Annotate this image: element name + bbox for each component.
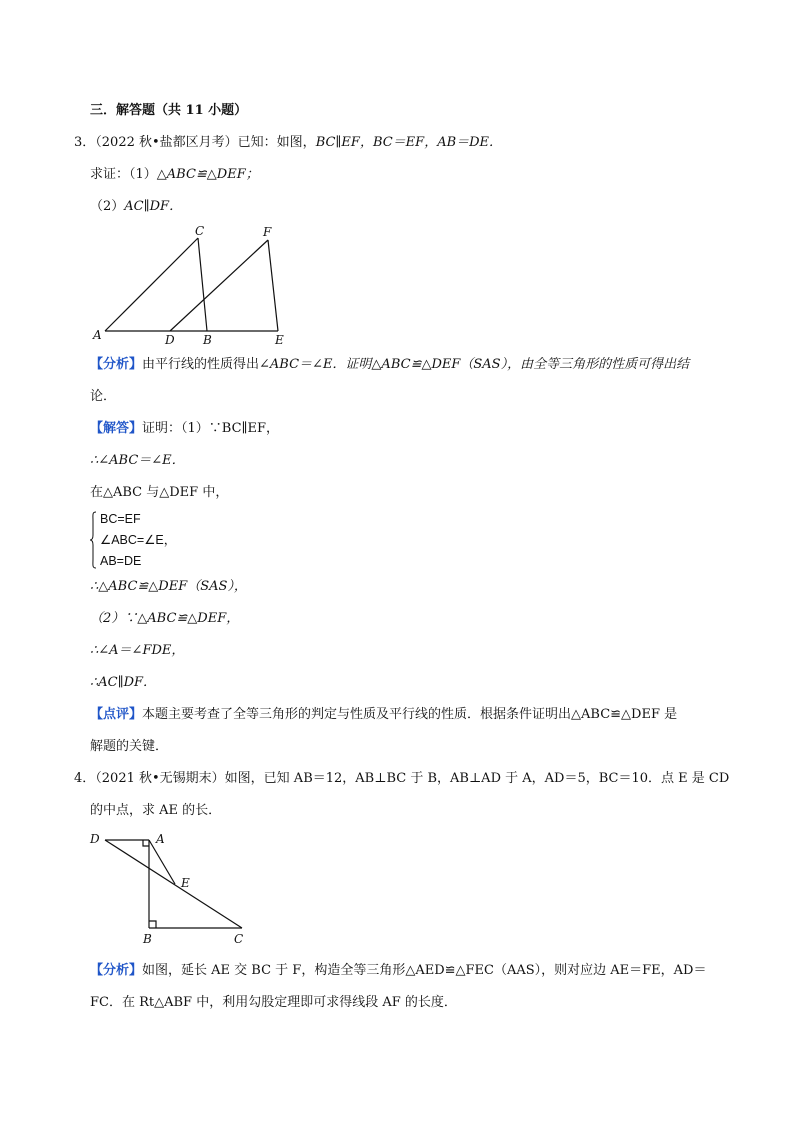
q3-stem-prefix: 已知：如图， [237,135,316,150]
q4-figure [85,828,255,950]
q4-analysis-text: 如图，延长 AE 交 BC 于 F，构造全等三角形△AED≌△FEC（AAS），则对应边 AE＝FE，AD＝ [142,963,707,978]
q3-solution-4: ∴△ABC≌△DEF（SAS）， [90,579,247,594]
q4-label-a: A [156,832,165,846]
q3-solution-7: ∴AC∥DF． [90,675,157,690]
q4-stem-text: 如图，已知 AB＝12，AB⊥BC 于 B，AB⊥AD 于 A，AD＝5，BC＝10．点 E 是 CD [224,771,730,786]
left-brace-icon [89,511,97,569]
q3-solution-5: （2）∵△ABC≌△DEF， [90,611,240,626]
q3-source: （2022 秋•盐都区月考） [95,135,238,150]
q3-segment-df [170,240,268,331]
q3-system-line-3: AB=DE [100,554,142,568]
q4-analysis-1 [90,962,706,980]
q3-analysis-1 [90,356,689,374]
q3-prove-label: 求证：（1） [90,167,157,182]
q3-prove2: AC∥DF． [124,199,183,214]
q4-stem-1 [74,770,729,788]
q3-label-b: B [203,333,212,347]
q3-solution-3: 在△ABC 与△DEF 中， [90,485,229,500]
q4-label-c: C [234,932,244,946]
q4-number: 4． [74,771,96,786]
q3-prove-2 [90,198,182,216]
q3-label-e: E [275,333,284,347]
q3-solution-1 [90,420,279,438]
q4-label-d: D [90,832,100,846]
q3-conditions: BC∥EF，BC＝EF，AB＝DE． [315,135,503,150]
q3-system-line-2: ∠ABC=∠E， [100,533,177,547]
q3-label-c: C [195,224,205,238]
q3-analysis-text-a: 由平行线的性质得出 [142,357,260,372]
q3-solution-tag: 【解答】 [90,421,143,436]
q3-segment-ac [105,238,198,331]
q3-comment-2: 解题的关键． [90,739,169,754]
q3-analysis-text-b: ∠ABC＝∠E．证明△ABC≌△DEF（SAS），由全等三角形的性质可得出结 [259,357,690,372]
q3-label-d: D [165,333,175,347]
q4-label-b: B [143,932,152,946]
q3-label-a: A [93,328,102,342]
q3-segment-cb [198,238,207,331]
q4-analysis-2: FC．在 Rt△ABF 中，利用勾股定理即可求得线段 AF 的长度． [90,995,457,1010]
q4-label-e: E [181,876,190,890]
q3-prove1: △ABC≌△DEF； [156,167,259,182]
q4-segment-ae [149,840,175,884]
q3-prove-1 [90,166,259,184]
q3-prove2-label: （2） [90,199,125,214]
q3-comment-text: 本题主要考查了全等三角形的判定与性质及平行线的性质．根据条件证明出△ABC≌△DEF 是 [142,707,678,722]
q3-segment-fe [268,240,278,331]
q4-stem-2: 的中点，求 AE 的长． [90,803,222,818]
q3-solution-start: 证明：（1）∵BC∥EF， [142,421,280,436]
q4-source: （2021 秋•无锡期末） [95,771,225,786]
q3-analysis-tag: 【分析】 [90,357,143,372]
q3-comment-tag: 【点评】 [90,707,143,722]
section-title: 三．解答题（共 11 小题） [90,103,248,118]
q3-stem [74,134,502,152]
q3-analysis-2: 论． [90,389,117,404]
q3-figure [85,220,305,350]
right-angle-mark-b [149,921,156,928]
q3-system-line-1: BC=EF [100,512,141,526]
q3-comment-1 [90,706,677,724]
q3-solution-6: ∴∠A＝∠FDE， [90,643,185,658]
q4-segment-dc [105,840,242,928]
right-angle-mark-a [143,840,149,846]
q3-solution-2: ∴∠ABC＝∠E． [90,453,185,468]
q3-number: 3． [74,135,96,150]
q3-label-f: F [263,225,272,239]
q4-analysis-tag: 【分析】 [90,963,143,978]
